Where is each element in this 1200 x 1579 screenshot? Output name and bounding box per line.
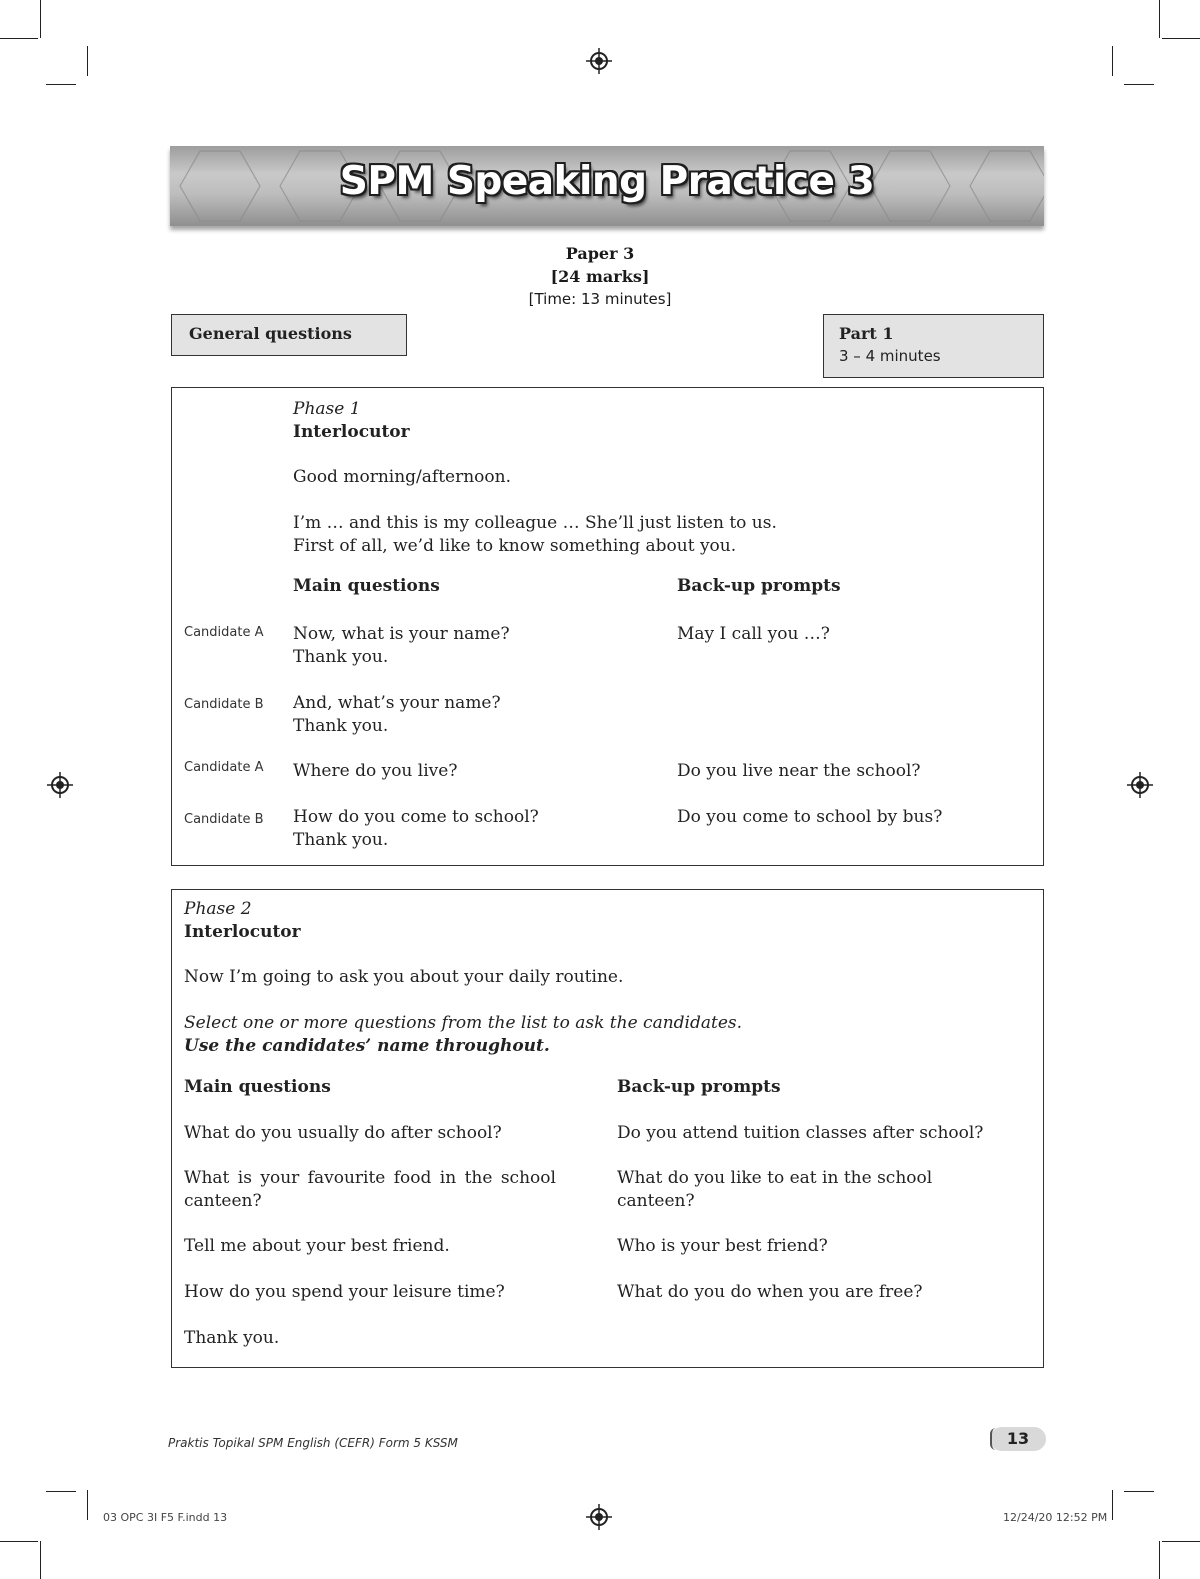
phase-2-label: Phase 2: [184, 899, 252, 919]
main-question: What is your favourite food in the school: [184, 1168, 556, 1188]
crop-mark: [1112, 1490, 1113, 1520]
registration-mark-icon: [1127, 772, 1153, 798]
phase-1-backup-header: Back-up prompts: [677, 576, 841, 596]
backup-prompt: Do you live near the school?: [677, 761, 921, 781]
main-question-followup: Thank you.: [293, 647, 389, 667]
page-number: 13: [1006, 1429, 1030, 1448]
crop-mark: [87, 1490, 88, 1520]
crop-mark: [40, 1541, 41, 1579]
main-question-continued: canteen?: [184, 1191, 262, 1211]
phase-1-role: Interlocutor: [293, 422, 410, 442]
backup-prompt: Do you attend tuition classes after school?: [617, 1123, 984, 1143]
candidate-label: Candidate A: [184, 625, 264, 640]
page-number-badge: [990, 1427, 1046, 1451]
section-label: General questions: [189, 324, 352, 343]
paper-label: Paper 3: [565, 244, 635, 263]
crop-mark: [1159, 1541, 1160, 1579]
phase-1-intro-line-1: I’m … and this is my colleague … She’ll just listen to us.: [293, 513, 777, 533]
crop-mark: [1162, 38, 1200, 39]
crop-mark: [1112, 46, 1113, 76]
candidate-label: Candidate A: [184, 760, 264, 775]
candidate-label: Candidate B: [184, 812, 264, 827]
marks-label: [24 marks]: [550, 267, 650, 286]
slug-timestamp: 12/24/20 12:52 PM: [1003, 1511, 1108, 1524]
backup-prompt: What do you do when you are free?: [617, 1282, 923, 1302]
phase-2-instruction-2: Use the candidates’ name throughout.: [184, 1036, 550, 1056]
phase-2-backup-header: Back-up prompts: [617, 1077, 781, 1097]
main-question: How do you come to school?: [293, 807, 539, 827]
phase-1-intro-line-2: First of all, we’d like to know something about you.: [293, 536, 737, 556]
phase-1-main-header: Main questions: [293, 576, 440, 596]
backup-prompt: Do you come to school by bus?: [677, 807, 943, 827]
main-question: Where do you live?: [293, 761, 458, 781]
registration-mark-icon: [586, 48, 612, 74]
crop-mark: [0, 1541, 38, 1542]
slug-file-name: 03 OPC 3I F5 F.indd 13: [103, 1511, 228, 1524]
crop-mark: [1124, 1491, 1154, 1492]
crop-mark: [46, 84, 76, 85]
phase-2-intro: Now I’m going to ask you about your daily routine.: [184, 967, 624, 987]
crop-mark: [46, 1491, 76, 1492]
phase-1-greeting: Good morning/afternoon.: [293, 467, 511, 487]
main-question: Tell me about your best friend.: [184, 1236, 450, 1256]
phase-2-box: [171, 889, 1044, 1368]
part-duration: 3 – 4 minutes: [839, 347, 941, 365]
main-question: Now, what is your name?: [293, 624, 510, 644]
crop-mark: [1124, 84, 1154, 85]
main-question: What do you usually do after school?: [184, 1123, 502, 1143]
crop-mark: [1162, 1541, 1200, 1542]
backup-prompt-continued: canteen?: [617, 1191, 695, 1211]
registration-mark-icon: [47, 772, 73, 798]
crop-mark: [87, 46, 88, 76]
main-question-followup: Thank you.: [293, 830, 389, 850]
page-title: SPM Speaking Practice 3: [339, 159, 875, 204]
backup-prompt: Who is your best friend?: [617, 1236, 828, 1256]
main-question: And, what’s your name?: [293, 693, 501, 713]
phase-1-label: Phase 1: [293, 399, 361, 419]
phase-1-box: [171, 387, 1044, 866]
part-box: [823, 314, 1044, 378]
main-question: How do you spend your leisure time?: [184, 1282, 505, 1302]
crop-mark: [0, 38, 38, 39]
phase-2-main-header: Main questions: [184, 1077, 331, 1097]
crop-mark: [1159, 0, 1160, 38]
registration-mark-icon: [586, 1504, 612, 1530]
title-banner: [170, 146, 1044, 226]
backup-prompt: What do you like to eat in the school: [617, 1168, 933, 1188]
main-question-followup: Thank you.: [293, 716, 389, 736]
phase-2-closing: Thank you.: [184, 1328, 280, 1348]
time-label: [Time: 13 minutes]: [528, 290, 672, 308]
section-label-box: [171, 314, 407, 356]
phase-2-instruction-1: Select one or more questions from the list to ask the candidates.: [184, 1013, 743, 1033]
crop-mark: [40, 0, 41, 38]
footer-book-title: Praktis Topikal SPM English (CEFR) Form 5 KSSM: [168, 1436, 458, 1450]
part-label: Part 1: [839, 324, 894, 343]
phase-2-role: Interlocutor: [184, 922, 301, 942]
candidate-label: Candidate B: [184, 697, 264, 712]
backup-prompt: May I call you …?: [677, 624, 830, 644]
